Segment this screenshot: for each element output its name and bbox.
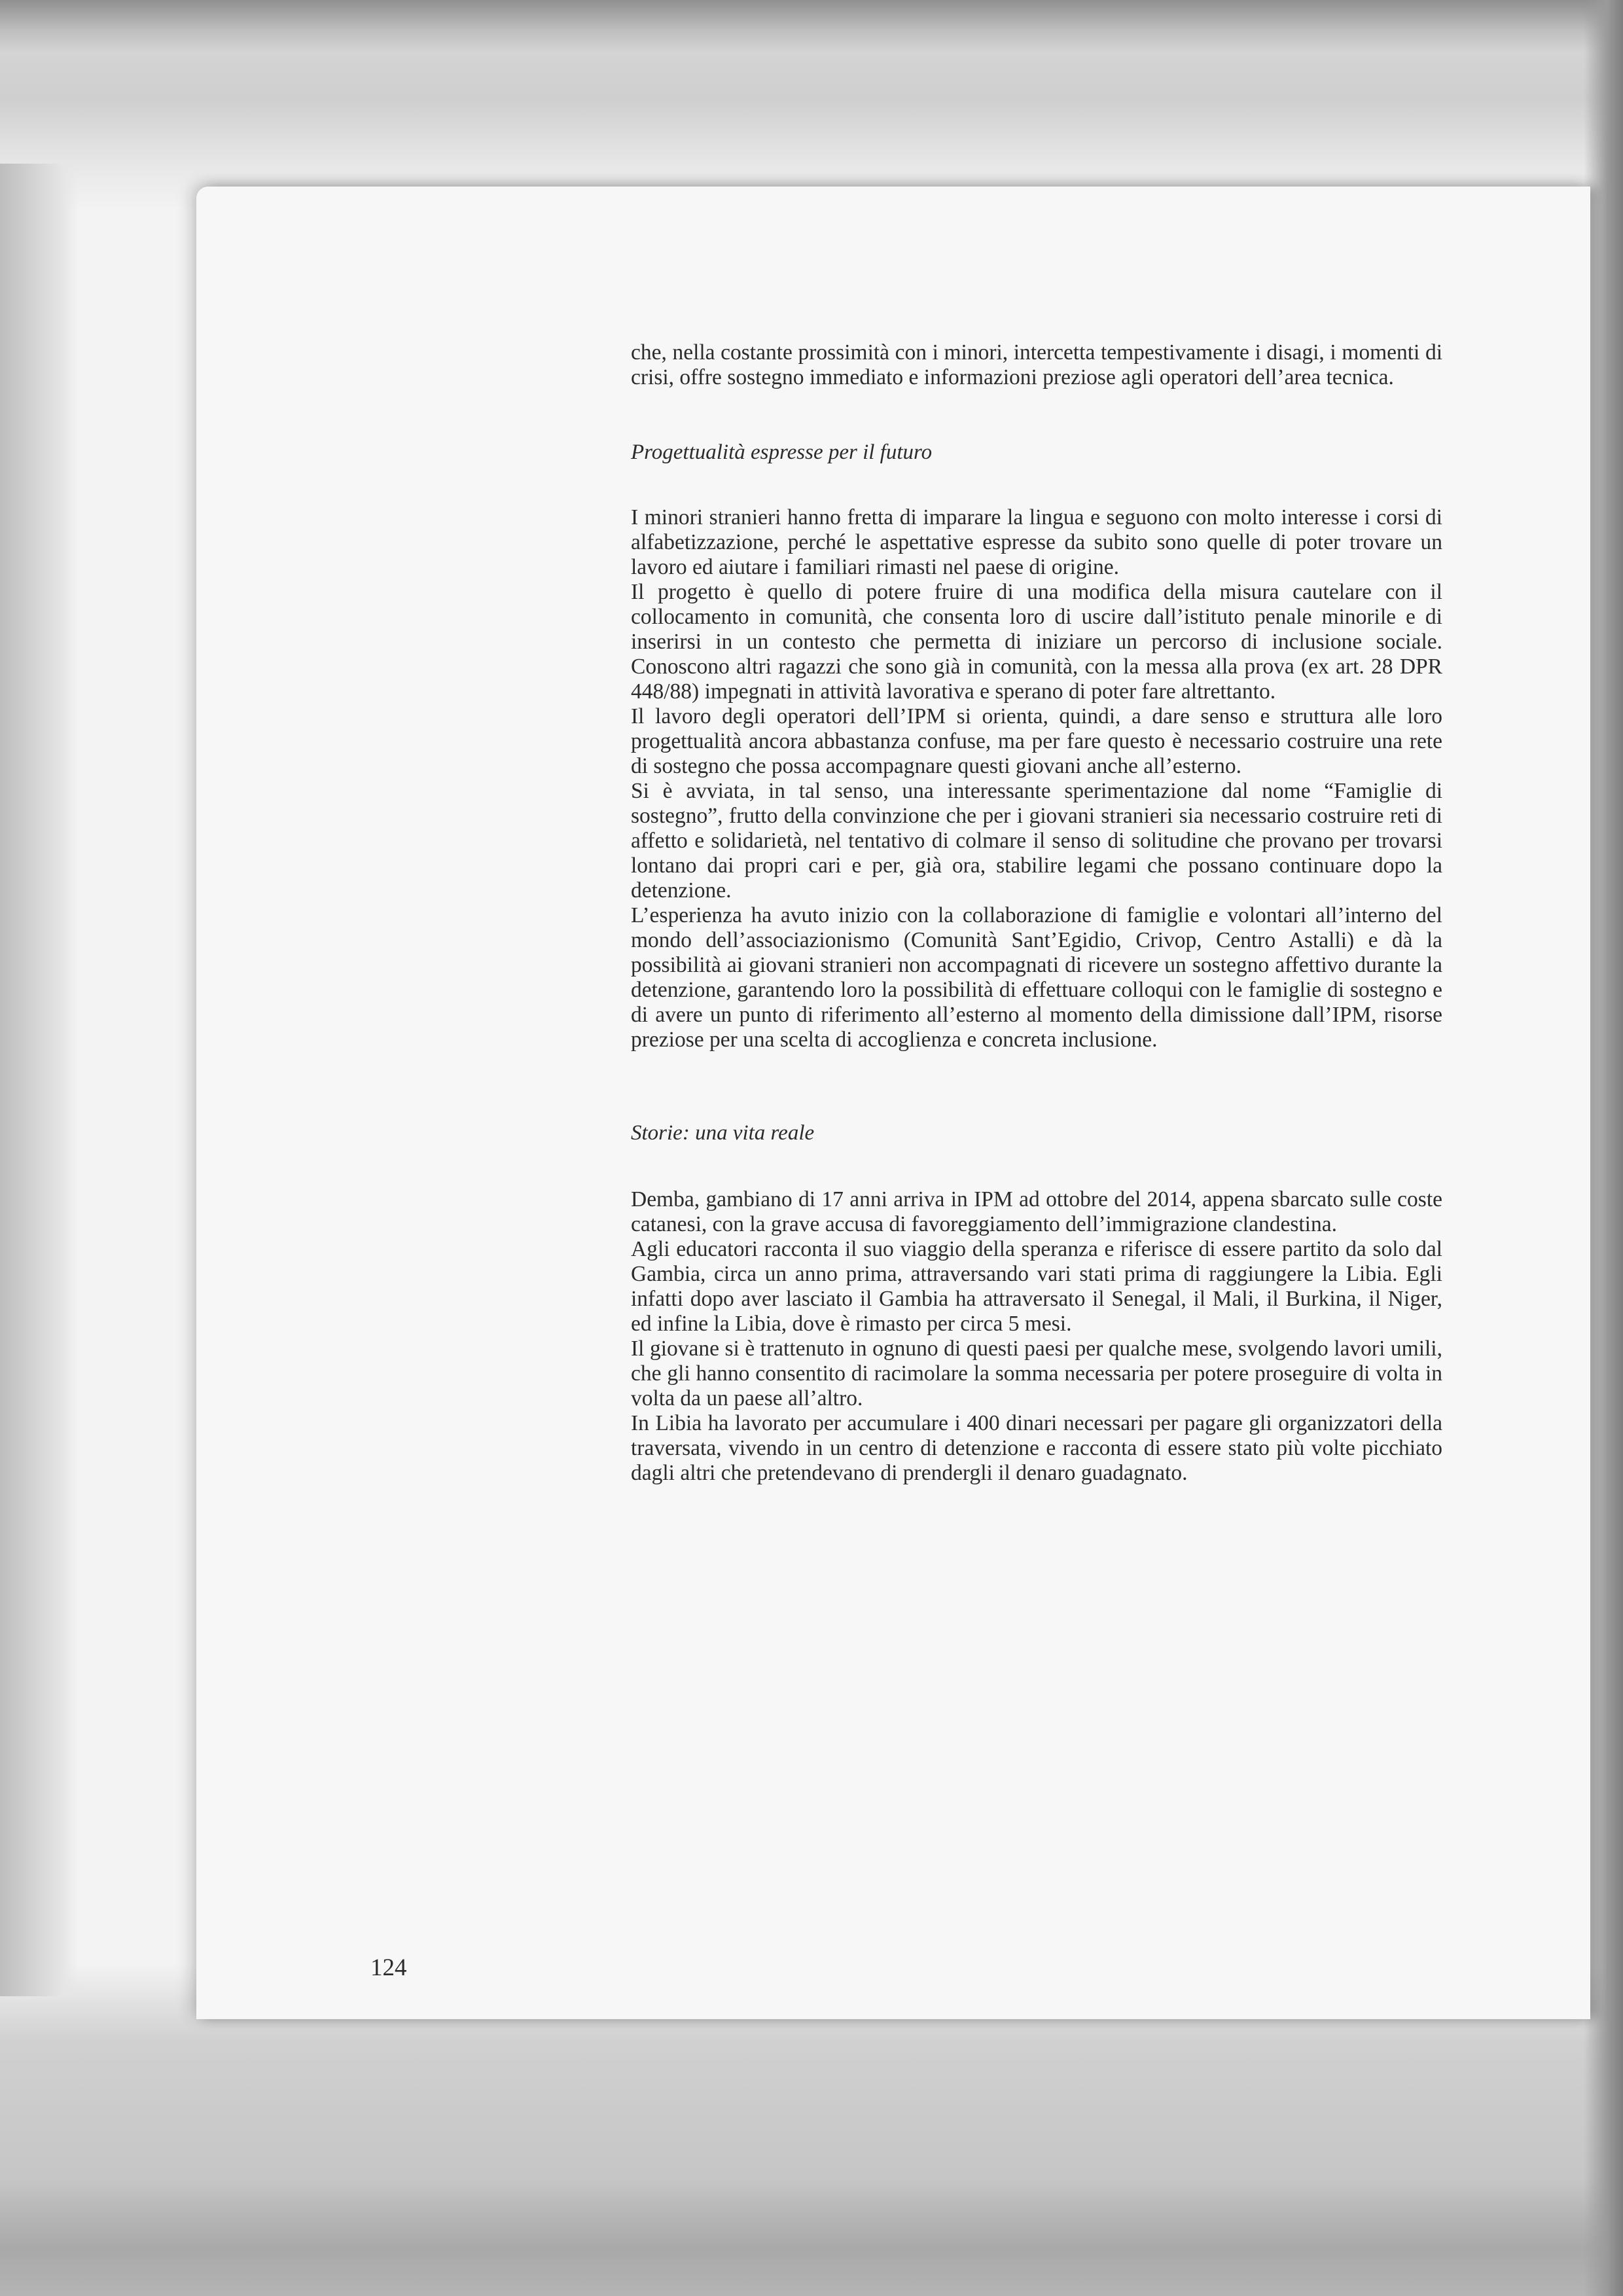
paragraph: Demba, gambiano di 17 anni arriva in IPM ad ottobre del 2014, appena sbarcato sulle coste catanesi, con la grave accusa di favoreggiamento dell’immigrazione clandestina. <box>631 1187 1442 1236</box>
paragraph: Si è avviata, in tal senso, una interessante sperimentazione dal nome “Famiglie di sostegno”, frutto della convinzione che per i giovani stranieri sia necessario costruire reti di affetto e solidarietà, nel tentativo di colmare il senso di solitudine che provano per trovarsi lontano dai propri cari e per, già ora, stabilire legami che possano continuare dopo la detenzione. <box>631 779 1442 903</box>
section-heading-progettualita: Progettualità espresse per il futuro <box>631 440 933 464</box>
intro-paragraph: che, nella costante prossimità con i minori, intercetta tempestivamente i disagi, i momenti di crisi, offre sostegno immediato e informazioni preziose agli operatori dell’area tecnica. <box>631 340 1442 389</box>
text-column <box>631 340 1442 1486</box>
paragraph: Il lavoro degli operatori dell’IPM si orienta, quindi, a dare senso e struttura alle loro progettualità ancora abbastanza confuse, ma per fare questo è necessario costruire una rete di sostegno che possa accompagnare questi giovani anche all’esterno. <box>631 704 1442 778</box>
section-heading-storie: Storie: una vita reale <box>631 1121 815 1145</box>
page-number: 124 <box>370 1954 407 1981</box>
paragraph: Agli educatori racconta il suo viaggio della speranza e riferisce di essere partito da solo dal Gambia, circa un anno prima, attraversando vari stati prima di raggiungere la Libia. Egli infatti dopo aver lasciato il Gambia ha attraversato il Senegal, il Mali, il Burkina, il Niger, ed infine la Libia, dove è rimasto per circa 5 mesi. <box>631 1237 1442 1336</box>
paragraph: L’esperienza ha avuto inizio con la collaborazione di famiglie e volontari all’interno del mondo dell’associazionismo (Comunità Sant’Egidio, Crivop, Centro Astalli) e dà la possibilità ai giovani stranieri non accompagnati di ricevere un sostegno affettivo durante la detenzione, garantendo loro la possibilità di effettuare colloqui con le famiglie di sostegno e di avere un punto di riferimento all’esterno al momento della dimissione dall’IPM, risorse preziose per una scelta di accoglienza e concreta inclusione. <box>631 903 1442 1052</box>
scan-top-shadow <box>0 0 1623 52</box>
paragraph: I minori stranieri hanno fretta di imparare la lingua e seguono con molto interesse i corsi di alfabetizzazione, perché le aspettative espresse da subito sono quelle di poter trovare un lavoro ed aiutare i familiari rimasti nel paese di origine. <box>631 505 1442 579</box>
scan-bottom-shadow <box>0 2179 1623 2296</box>
book-page <box>196 187 1590 2019</box>
paragraph: Il giovane si è trattenuto in ognuno di questi paesi per qualche mese, svolgendo lavori umili, che gli hanno consentito di racimolare la somma necessaria per potere proseguire di volta in volta da un paese all’altro. <box>631 1336 1442 1410</box>
paragraph: In Libia ha lavorato per accumulare i 400 dinari necessari per pagare gli organizzatori della traversata, vivendo in un centro di detenzione e racconta di essere stato più volte picchiato dagli altri che pretendevano di prendergli il denaro guadagnato. <box>631 1411 1442 1485</box>
scan-left-shadow <box>0 164 79 1996</box>
paragraph: Il progetto è quello di potere fruire di una modifica della misura cautelare con il collocamento in comunità, che consenta loro di uscire dall’istituto penale minorile e di inserirsi in un contesto che permetta di iniziare un percorso di inclusione sociale. Conoscono altri ragazzi che sono già in comunità, con la messa alla prova (ex art. 28 DPR 448/88) impegnati in attività lavorativa e sperano di poter fare altrettanto. <box>631 580 1442 704</box>
